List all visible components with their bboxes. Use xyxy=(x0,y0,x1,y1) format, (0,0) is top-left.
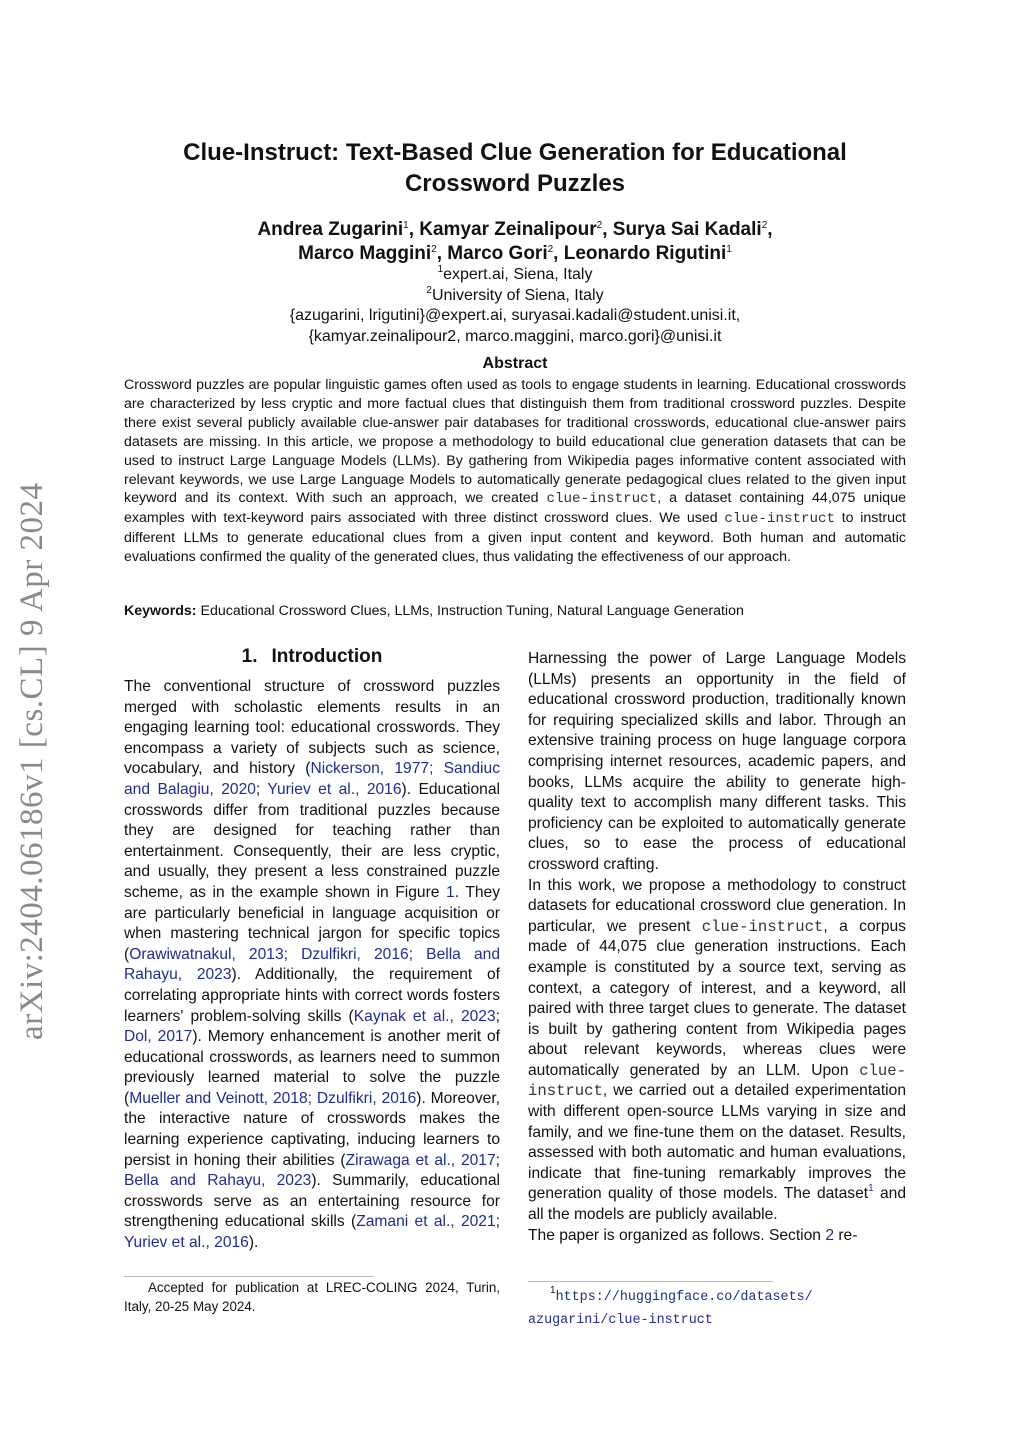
footnote-url-link[interactable]: azugarini/clue-instruct xyxy=(528,1313,713,1328)
body-paragraph: Harnessing the power of Large Language Models (LLMs) presents an opportunity in the field of educational crossword production, traditionally known for requiring specialized skills and labor. Through an extensive training process on huge language corpora comprising internet resources, academic papers, and books, LLMs acquire the ability to generate high-quality text to accomplish many different tasks. This proficiency can be exploited to automatically generate clues, so to ease the process of educational crossword crafting. xyxy=(528,650,906,873)
author-affiliation-mark: 1 xyxy=(403,220,409,231)
body-text: , we carried out a detailed experimentation with different open-source LLMs varying in size and family, and we fine-tune them on the dataset. Results, assessed with both automatic and human evaluations, indicate that fine-tuning remarkably improves the generation quality of those models. The dataset xyxy=(528,1082,906,1203)
footnote-line xyxy=(528,1308,906,1331)
body-text: . They are particularly beneficial in language acquisition or when mastering technical jargon for specific topics ( xyxy=(124,883,500,963)
right-column xyxy=(528,649,906,1246)
citation-link[interactable]: Kaynak et al., 2023 xyxy=(353,1007,496,1025)
abstract-heading: Abstract xyxy=(482,355,548,372)
footnote-marker-link[interactable]: 1 xyxy=(868,1183,874,1195)
affiliation-line xyxy=(160,265,870,286)
body-text: ; xyxy=(495,1151,500,1169)
affiliations xyxy=(160,265,870,347)
body-paragraph xyxy=(528,876,906,1226)
arxiv-stamp: arXiv:2404.06186v1 [cs.CL] 9 Apr 2024 xyxy=(14,482,50,1040)
abstract-text: , a dataset containing 44,075 unique examples with text-keyword pairs associated with three distinct crossword clues. We used xyxy=(124,490,906,527)
author-name: Leonardo Rigutini xyxy=(563,243,727,264)
author-list: Andrea Zugarini$^1$, Kamyar Zeinalipour$^2$, Surya Sai Kadali$^2$, Marco Maggini$^2$, Marco Gori$^2$, Leonardo Rigutini$^1$ xyxy=(257,219,773,264)
email-line: {kamyar.zeinalipour2, marco.maggini, marco.gori}@unisi.it xyxy=(308,327,722,345)
citation-link[interactable]: Dol, 2017 xyxy=(124,1028,193,1046)
citation-link[interactable]: Nickerson, 1977; Sandiuc and Balagiu, 2020 xyxy=(124,760,500,798)
affiliation-text: expert.ai, Siena, Italy xyxy=(443,266,593,283)
body-text: ; xyxy=(255,780,268,798)
section-heading xyxy=(124,646,500,668)
dataset-name-code: clue-instruct xyxy=(724,511,836,528)
author-affiliation-mark: 2 xyxy=(596,220,603,231)
author-affiliation-mark: 2 xyxy=(761,220,768,231)
dataset-name-code: clue-instruct xyxy=(701,917,824,936)
body-text: ). Summarily, educational crosswords serve as an entertaining resource for strengthening educational skills ( xyxy=(124,1172,500,1231)
body-text: ). Memory enhancement is another merit of educational crosswords, as learners need to summon previously learned material to solve the puzzle ( xyxy=(124,1028,500,1107)
affiliation-line xyxy=(160,286,870,307)
body-text: ). Educational crosswords differ from traditional puzzles because they are designed for teaching rather than entertainment. Consequently, their are less cryptic, and usually, they present a less constrained puzzle scheme, as in the example shown in Figure xyxy=(124,780,500,901)
citation-link[interactable]: Yuriev et al., 2016 xyxy=(124,1234,249,1252)
citation-link[interactable]: Yuriev et al., 2016 xyxy=(267,780,402,798)
citation-link[interactable]: Zirawaga et al., 2017 xyxy=(345,1151,496,1169)
citation-link[interactable]: Orawiwatnakul, 2013; Dzulfikri, 2016; Bella and Rahayu, 2023 xyxy=(124,945,500,984)
body-paragraph xyxy=(528,1226,906,1247)
keywords-label: Keywords: xyxy=(124,603,197,619)
author-name: Andrea Zugarini xyxy=(257,219,404,240)
author-name: Marco Maggini xyxy=(298,243,432,264)
body-text: ). Moreover, the interactive nature of crosswords makes the learning experience captivating, inducing learners to persist in honing their abilities ( xyxy=(124,1089,500,1169)
publication-note xyxy=(124,1278,500,1316)
abstract-text: to instruct different LLMs to generate educational clues from a given input content and keyword. Both human and automatic evaluations confirmed the quality of the generated clues, thus validating the effectiveness of our approach. xyxy=(124,510,906,566)
section-title: Introduction xyxy=(271,646,383,667)
affiliation-number: 1 xyxy=(437,264,444,275)
footnote-divider xyxy=(124,1276,374,1277)
body-text: re- xyxy=(834,1226,858,1244)
body-text: In this work, we propose a methodology to construct datasets for educational crossword clue generation. In particular, we present xyxy=(528,876,906,935)
author-name: Surya Sai Kadali xyxy=(612,219,762,240)
author-affiliation-mark: 2 xyxy=(547,244,554,255)
citation-link[interactable]: Zamani et al., 2021 xyxy=(356,1213,496,1231)
author-name: Marco Gori xyxy=(447,243,548,264)
footnote-number: 1 xyxy=(550,1285,556,1296)
body-text: The paper is organized as follows. Section xyxy=(528,1226,826,1244)
intro-paragraph xyxy=(124,677,500,1254)
figure-ref-link[interactable]: 1 xyxy=(446,883,455,901)
dataset-name-code: clue-instruct xyxy=(528,1061,906,1101)
body-text: ). xyxy=(248,1234,259,1252)
author-name: Kamyar Zeinalipour xyxy=(419,219,597,240)
paper-title: Clue-Instruct: Text-Based Clue Generation for Educational Crossword Puzzles xyxy=(183,139,847,197)
keywords xyxy=(124,603,906,619)
footnote-divider xyxy=(528,1281,773,1282)
author-affiliation-mark: 2 xyxy=(431,244,437,255)
body-text: ; xyxy=(495,1007,500,1025)
affiliation-text: University of Siena, Italy xyxy=(431,286,604,304)
author-affiliation-mark: 1 xyxy=(726,244,732,255)
keywords-text: Educational Crossword Clues, LLMs, Instruction Tuning, Natural Language Generation xyxy=(200,603,744,619)
affiliation-number: 2 xyxy=(426,284,432,296)
footnote-line xyxy=(528,1285,906,1308)
footnote xyxy=(528,1285,906,1331)
body-text: ; xyxy=(495,1213,500,1231)
citation-link[interactable]: Mueller and Veinott, 2018; Dzulfikri, 2016 xyxy=(129,1089,417,1107)
body-text: ). Additionally, the requirement of correlating appropriate hints with correct words fosters learners' problem-solving skills ( xyxy=(124,966,501,1025)
citation-link[interactable]: Bella and Rahayu, 2023 xyxy=(124,1172,312,1190)
body-text: and all the models are publicly available. xyxy=(528,1185,906,1224)
body-text: , a corpus made of 44,075 clue generation instructions. Each example is constituted by a source text, serving as context, a category of interest, and a keyword, all paired with three target clues to generate. The dataset is built by gathering content from Wikipedia pages about relevant keywords, whereas clues were automatically generated by an LLM. Upon xyxy=(528,917,906,1079)
footnote-url-link[interactable]: https://huggingface.co/datasets/ xyxy=(555,1290,813,1305)
dataset-name-code: clue-instruct xyxy=(546,491,658,508)
abstract-body xyxy=(124,376,906,567)
abstract-text: Crossword puzzles are popular linguistic games often used as tools to engage students in learning. Educational crosswords are characterized by less cryptic and more factual clues that distinguish them from traditional crossword puzzles. Despite there exist several publicly available clue-answer pair databases for traditional crosswords, educational clue-answer pairs datasets are missing. In this article, we propose a methodology to build educational clue generation datasets that can be used to instruct Large Language Models (LLMs). By gathering from Wikipedia pages informative content associated with relevant keywords, we use Large Language Models to automatically generate pedagogical clues related to the given input keyword and its context. With such an approach, we created xyxy=(124,377,906,507)
section-ref-link[interactable]: 2 xyxy=(825,1226,834,1244)
section-number: 1. xyxy=(241,646,258,667)
publication-note-text: Accepted for publication at LREC-COLING 2024, Turin, Italy, 20-25 May 2024. xyxy=(124,1280,500,1314)
body-text: The conventional structure of crossword puzzles merged with scholastic elements results in an engaging learning tool: educational crosswords. They encompass a variety of subjects such as science, vocabulary, and history ( xyxy=(124,678,500,778)
left-column xyxy=(124,677,500,1254)
email-line: {azugarini, lrigutini}@expert.ai, suryasai.kadali@student.unisi.it, xyxy=(289,307,741,324)
